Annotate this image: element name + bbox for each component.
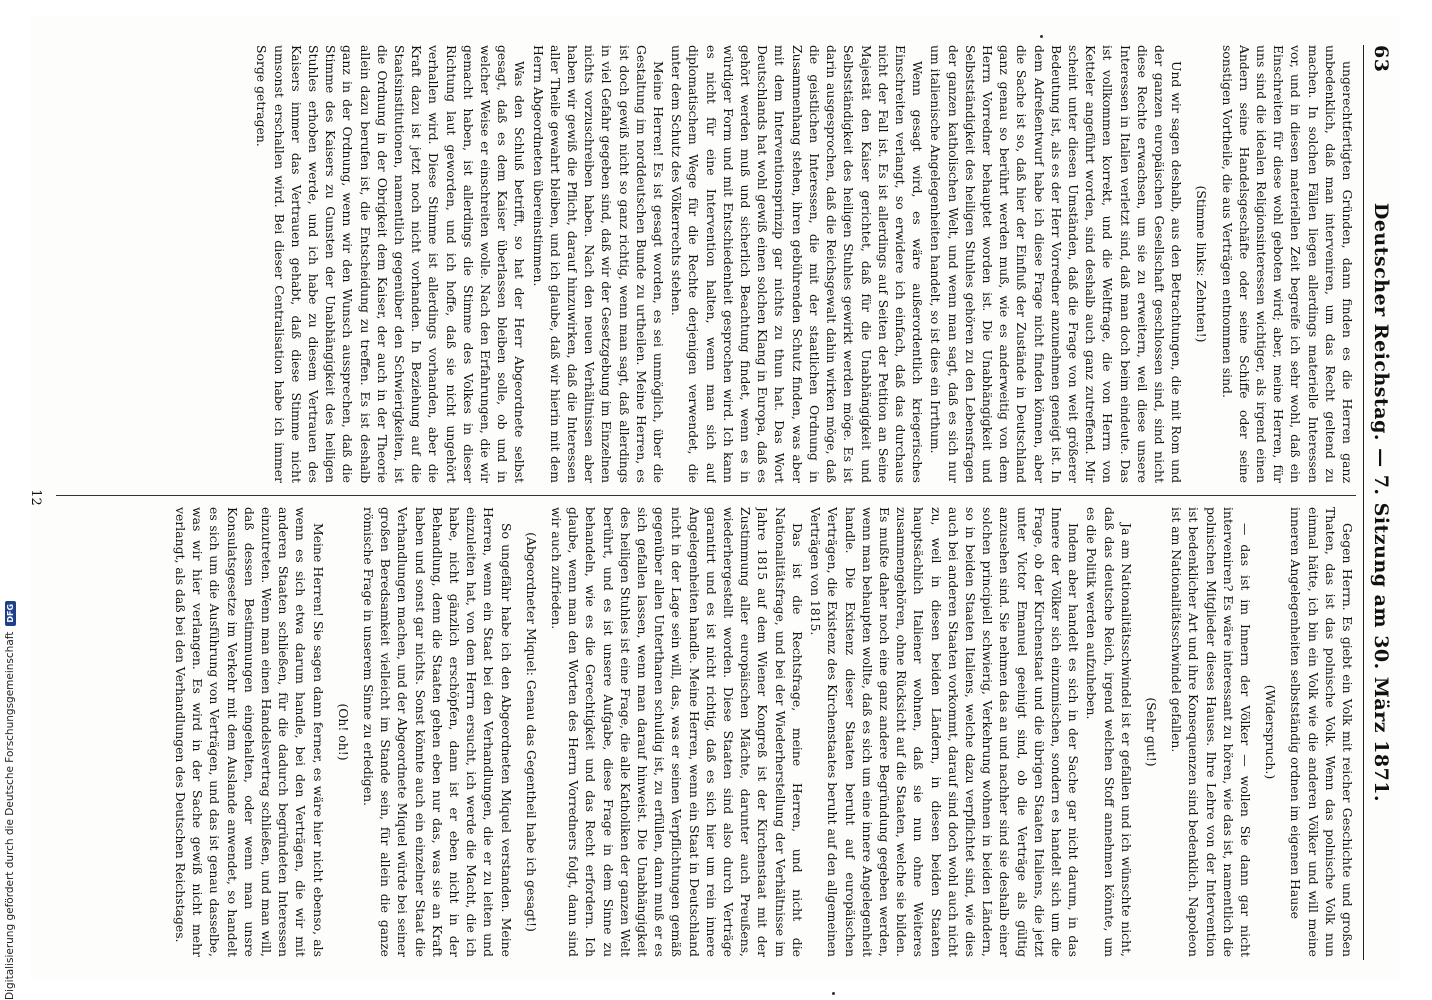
paragraph: — das ist im Innern der Völker — wollen Sie dann gar nicht interveniren? Es wäre interessant zu hören, wie das ist, namentlich die polnischen Mitglieder dieses Hauses. Ihre Lehre von der Intervention ist bedenklicher Art und ihre Konsequenzen sind bedenklich. Napoleon ist am Nationalitätsschwindel gefallen. xyxy=(1169,507,1253,957)
dfg-logo-icon: DFG xyxy=(5,601,16,626)
scan-speck xyxy=(1040,35,1043,38)
stage-direction: (Widerspruch.) xyxy=(1263,684,1279,780)
paragraph: ungerechtfertigten Gründen, dann finden es die Herren ganz unbedenklich, daß man interveniren, um das Recht geltend zu machen. In solchen Fällen liegen allerdings materielle Interessen vor, und in diesen materiellen Zeit begreife ich sehr wohl, daß ein Einschreiten für diese wohl geboten wird; aber, meine Herren, für uns sind die idealen Religionsinteressen wichtiger, als irgend einen Andern seine Handelsgeschäfte oder seine Schiffe oder seine sonstigen Vortheile, die aus Verträgen entnommen sind. xyxy=(1219,45,1355,483)
paragraph: Und wir sagen deshalb, aus den Betrachtungen, die mit Rom und der ganzen europäischen Gesellschaft geschlossen sind, sind nicht diese Rechte erwachsen, um sie zu erweitern, weil diese unsere Interessen in Italien verletzt sind, daß man doch beim eindeute. Das ist vollkommen korrekt, und die Weltfrage, die von Herrn von Ketteler angeführt worden, sind deshalb auch ganz zutreffend. Mir scheint unter diesen Umständen, daß die Frage von weit größerer Bedeutung ist, als es der Herr Vorredner anzunehmen geneigt ist. In dem Adreßentwurf habe ich diese Frage nicht finden können, aber die Sache ist so, daß hier der Einfluß der Zustände in Deutschland ganz genau so berührt werden muß, wie es anderweitig von dem Herrn Vorredner behauptet worden ist. Die Unabhängigkeit und Selbstständigkeit des heiligen Stuhles gehören zu den Lebensfragen der ganzen katholischen Welt, und wenn man sagt, daß es sich nur um italienische Angelegenheiten handelt, so ist dies ein Irrthum. xyxy=(928,45,1185,483)
paragraph: Indem aber handelt es sich in der Sache gar nicht darum, in das Innere der Völker sich einzumischen, sondern es handelt sich um die Frage, ob der Kirchenstaat und die übrigen Staaten Italiens, die jetzt unter Victor Emanuel geeinigt sind, ob die Verträge als gültig anzusehen sind. Sie nehmen das an und nachher sind sie deshalb einer solchen principiell schwierig, Verkehrung wohnen in beiden Ländern, so in beiden Staaten Italiens, welche dazu verpflichtet sind, wie dies auch bei anderen Staaten vorkommt, darauf sind doch wohl auch nicht zu, weil in diesen beiden Ländern, in diesen beiden Staaten hauptsächlich Italiener wohnen, daß sie nun ohne Weiteres zusammengehören, ohne Rücksicht auf die Staaten, welche sie bilden. Es mußte daher noch eine ganz andere Begründung gegeben werden, wenn man behaupten wollte, daß es sich um eine innere Angelegenheit handle. Die Existenz dieser Staaten beruht auf europäischen Verträgen, die Existenz des Kirchenstaates beruht auf den allgemeinen Verträgen von 1815. xyxy=(808,507,1082,957)
page-number: 63 xyxy=(1370,45,1392,73)
signature-mark: 12 xyxy=(28,489,43,506)
funding-note xyxy=(4,601,16,1000)
stage-direction: (Oh! oh!) xyxy=(335,703,351,761)
paragraph: Das ist die Rechtsfrage, meine Herren, und nicht die Nationalitätsfrage, und bei der Wiederherstellung der Verhältnisse im Jahre 1815 auf dem Wiener Kongreß ist der Kirchenstaat mit der Zustimmung aller europäischen Mächte, darunter auch Preußens, wiederhergestellt worden. Diese Staaten sind also durch Verträge garantirt und es ist nicht richtig, daß es sich hier um rein innere Angelegenheiten handle. Meine Herren, wenn ein Staat in Deutschland nicht in der Lage sein will, das, was er seinen Verpflichtungen gemäß gegenüber allen Unterthanen schuldig ist, zu erfüllen, dann muß er es sich gefallen lassen, wenn man darauf hinweist. Die Unabhängigkeit des heiligen Stuhles ist eine Frage, die alle Katholiken der ganzen Welt berührt, und es ist unsere Aufgabe, diese Frage in dem Sinne zu behandeln, wie es die Gerechtigkeit und das Recht erfordern. Ich glaube, wenn man den Worten des Herrn Vorredners folgt, dann sind wir auch zufrieden. xyxy=(549,507,805,957)
paragraph: So ungefähr habe ich den Abgeordneten Miquel verstanden. Meine Herren, wenn ein Staat bei den Verhandlungen, die er zu leiten und einzuleiten hat, von dem Herrn ersucht, ich werde die Macht, die ich habe, nicht gänzlich erschöpfen, dann ist er eben nicht in der Behandlung, denn die Staaten gehen eben nur das, was sie an Kraft haben und sonst gar nichts. Sonst könnte auch ein einzelner Staat die Verhandlungen machen, und der Abgeordnete Miquel würde bei seiner großen Beredsamkeit vielleicht im Stande sein, für allein die ganze römische Frage in unserem Sinne zu erledigen. xyxy=(361,507,514,957)
stage-direction: (Abgeordneter Miquel: Genau das Gegentheil habe ich gesagt!) xyxy=(523,532,539,932)
stage-direction: (Stimme links: Zehnten!) xyxy=(1194,185,1210,343)
left-column xyxy=(66,45,1356,483)
paragraph: Wenn gesagt wird, es wäre außerordentlich kriegerisches Einschreiten verlangt, so erwidere ich einfach, daß das durchaus nicht der Fall ist. Es ist allerdings auf Seiten der Petition an Seine Majestät den Kaiser gerichtet, daß für die Unabhängigkeit und Selbstständigkeit des heiligen Stuhles gewirkt werden möge. Es ist darin ausgesprochen, daß die Reichsgewalt dahin wirken möge, daß die geistlichen Interessen, die mit der staatlichen Ordnung in Zusammenhang stehen, ihren gebührenden Schutz finden, was aber mit dem Interventionsprinzip gar nichts zu thun hat. Das Wort Deutschlands hat wohl gewiß einen solchen Klang in Europa, daß es gehört werden muß und sicherlich Beachtung findet, wenn es in würdiger Form und mit Entschiedenheit gesprochen wird. Ich kann es nicht für eine Intervention halten, wenn man sich auf diplomatischem Wege für die Rechte derjenigen verwendet, die unter dem Schutz des Völkerrechts stehen. xyxy=(669,45,926,483)
paragraph: Ja am Nationalitätsschwindel ist er gefallen und ich wünschte nicht, daß das deutsche Reich, irgend welchen Stoff annehmen könnte, um es die Politik werden aufzuheben. xyxy=(1084,507,1134,957)
right-column xyxy=(56,507,1356,957)
paragraph: Was den Schluß betrifft, so hat der Herr Abgeordnete selbst gesagt, daß es dem Kaiser überlassen bleiben solle, ob und in welcher Weise er einschreiten wolle. Nach den Erfahrungen, die wir gemacht haben, ist allerdings die Stimme des Volkes in dieser Richtung laut geworden, und ich hoffe, daß sie nicht ungehört verhallen wird. Diese Stimme ist allerdings vorhanden, aber die Kraft dazu ist jetzt noch nicht vorhanden. In Beziehung auf die Staatsinstitutionen, namentlich gegenüber den Schwierigkeiten, ist die Ordnung in der Obrigkeit dem Kaiser, der auch in der Theorie allein dazu berufen ist, die Entscheidung zu treffen. Es ist deshalb ganz in der Ordnung, wenn wir den Wunsch aussprechen, daß die Stimme des Kaisers zu Gunsten der Unabhängigkeit des heiligen Stuhles erhoben werde, und ich habe zu diesem Vertrauen des Kaisers immer das Vertrauen gehabt, daß diese Stimme nicht umsonst erschallen wird. Bei dieser Centralisation habe ich immer Sorge getragen. xyxy=(254,45,528,483)
running-head xyxy=(1366,45,1392,960)
running-head-title: Deutscher Reichstag. — 7. Sitzung am 30. März 1871. xyxy=(1370,202,1392,803)
paragraph: Meine Herren! Es ist gesagt worden, es sei unmöglich, über die Gestaltung im norddeutschen Bunde zu urtheilen. Meine Herren, es ist doch gewiß nicht so ganz richtig, wenn man sagt, daß allerdings in viel Gefahr gegeben sind, daß wir der Gesetzgebung im Einzelnen nichts vorzuschreiben haben. Nach den neuen Verhältnissen aber haben wir gewiß die Pflicht, darauf hinzuwirken, daß die Interessen aller Theile gewahrt bleiben, und ich glaube, daß wir hierin mit dem Herrn Abgeordneten übereinstimmen. xyxy=(530,45,667,483)
header-rule xyxy=(1363,45,1364,960)
paragraph: Meine Herren! Sie sagen dann ferner, es wäre hier nicht ebenso, als wenn es sich etwa darum handle, bei den Verträgen, die wir mit anderen Staaten schließen, für die dadurch begründeten Interessen einzutreten. Wenn man einen Handelsvertrag schließen, und man will, daß dessen Bestimmungen eingehalten, oder wenn man unsre Konsulatsgesetze im Verkehr mit dem Auslande anwendet, so handelt es sich um die Ausführung von Verträgen, und das ist genau dasselbe, was wir hier verlangen. Es wird in der Sache gewiß nicht mehr verlangt, als daß bei den Verhandlungen des Deutschen Reichstages. xyxy=(173,507,326,957)
scan-speck xyxy=(832,992,835,995)
rotated-page-scan xyxy=(30,15,1400,980)
column-rule xyxy=(56,495,1356,496)
funding-note-text: Digitalisierung gefördert durch die Deutsche Forschungsgemeinschaft xyxy=(4,631,16,1000)
stage-direction: (Sehr gut!) xyxy=(1143,697,1159,767)
paragraph: Gegen Herrn. Es giebt ein Volk mit reicher Geschichte und großen Thaten, das ist das polnische Volk. Wenn das polnische Volk nun einmal hätte, ich bin ein Volk wie die anderen Völker und will meine inneren Angelegenheiten selbstständig ordnen im eigenen Hause xyxy=(1288,507,1355,957)
